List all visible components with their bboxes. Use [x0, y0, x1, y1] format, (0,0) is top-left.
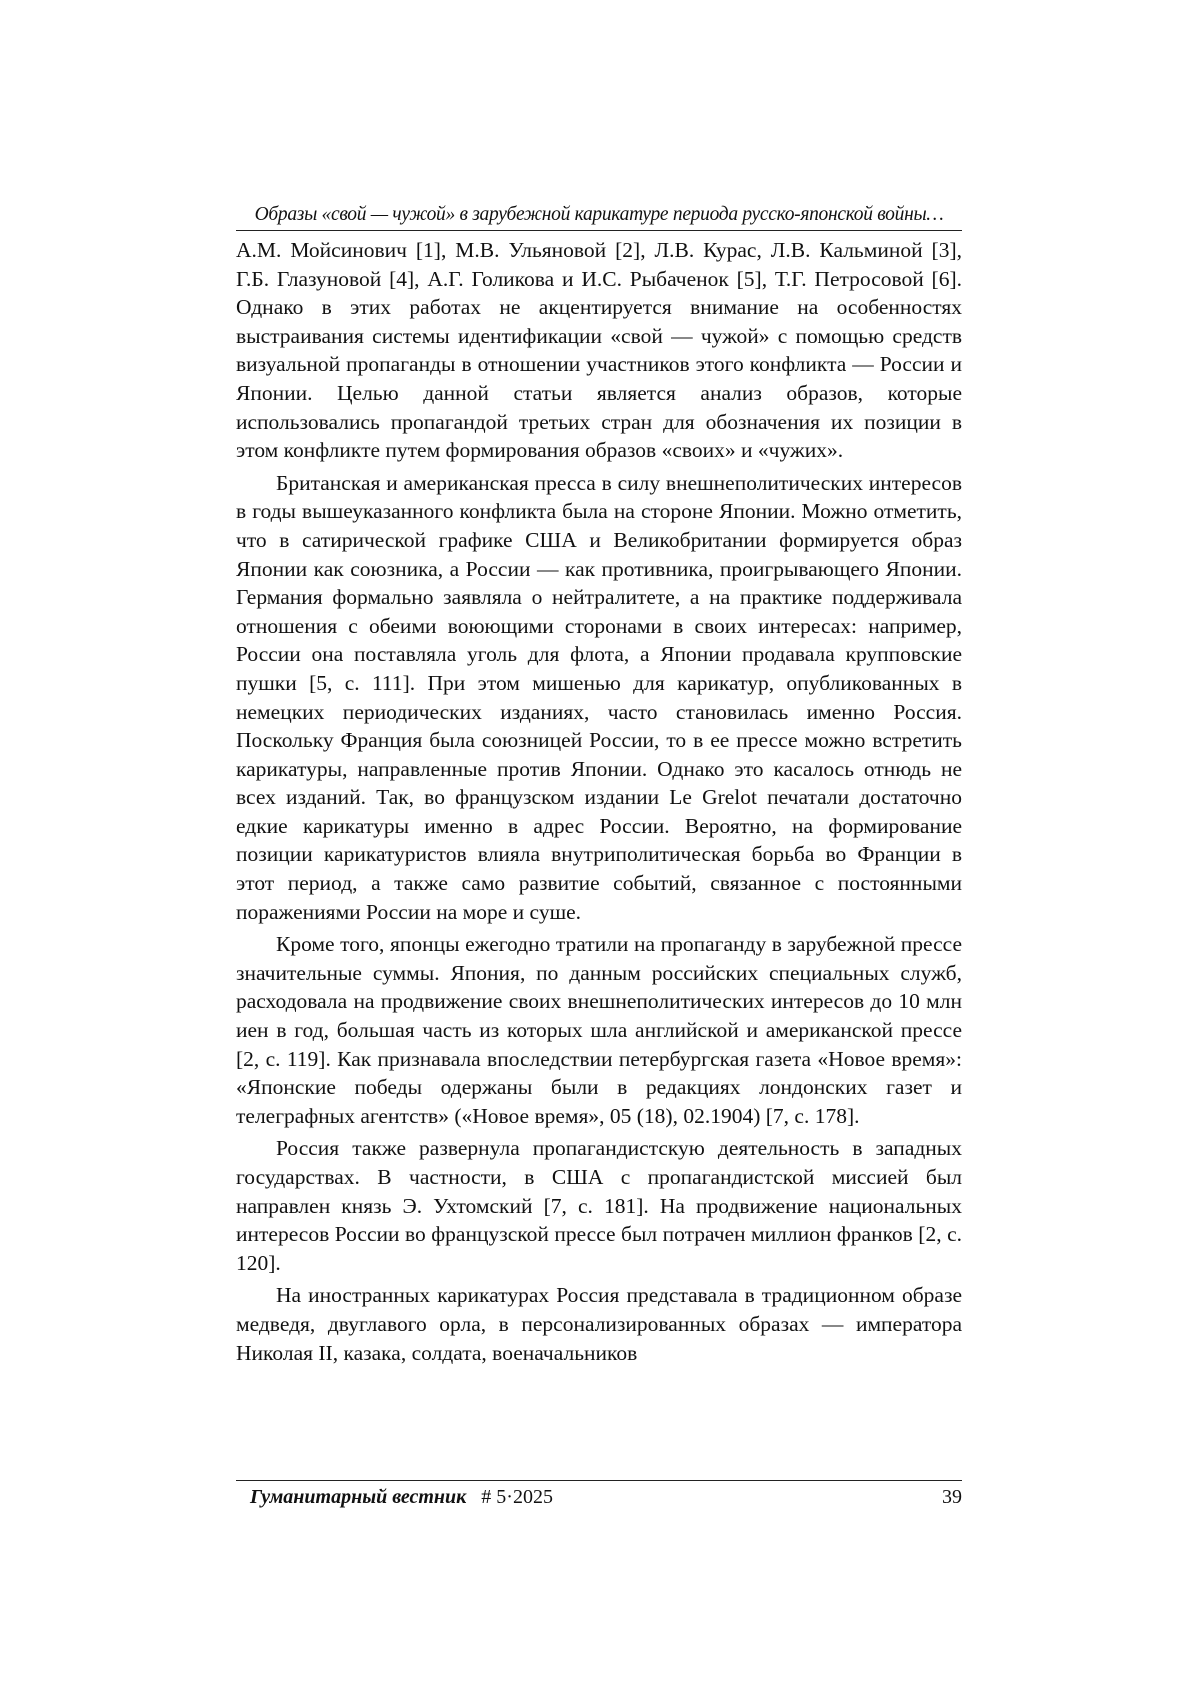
page-footer	[250, 1486, 962, 1509]
paragraph-continuation: А.М. Мойсинович [1], М.В. Ульяновой [2], Л.В. Курас, Л.В. Кальминой [3], Г.Б. Глазуновой [4], А.Г. Голикова и И.С. Рыбаченок [5], Т.Г. Петросовой [6]. Однако в этих работах не акцентируется внимание на особенностях выстраивания системы идентификации «свой — чужой» с помощью средств визуальной пропаганды в отношении участников этого конфликта — России и Японии. Целью данной статьи является анализ образов, которые использовались пропагандой третьих стран для обозначения их позиции в этом конфликте путем формирования образов «своих» и «чужих».	[236, 238, 962, 463]
journal-page	[236, 0, 962, 1698]
paragraph: Кроме того, японцы ежегодно тратили на пропаганду в зарубежной прессе значительные суммы. Япония, по данным российских специальных служб, расходовала на продвижение своих внешнеполитических интересов до 10 млн иен в год, большая часть из которых шла английской и американской прессе [2, с. 119]. Как признавала впоследствии петербургская газета «Новое время»: «Японские победы одержаны были в редакциях лондонских газет и телеграфных агентств» («Новое время», 05 (18), 02.1904) [7, с. 178].	[236, 932, 962, 1128]
journal-title: Гуманитарный вестник	[250, 1486, 467, 1508]
issue-number: # 5·2025	[481, 1486, 553, 1508]
running-header: Образы «свой — чужой» в зарубежной карикатуре периода русско-японской войны…	[254, 204, 944, 225]
page-number: 39	[942, 1486, 962, 1508]
paragraph: На иностранных карикатурах Россия представала в традиционном образе медведя, двуглавого орла, в персонализированных образах — императора Николая II, казака, солдата, военачальников	[236, 1283, 962, 1365]
header-divider	[236, 230, 962, 231]
footer-divider	[236, 1480, 962, 1481]
paragraph: Россия также развернула пропагандистскую деятельность в западных государствах. В частности, в США с пропагандистской миссией был направлен князь Э. Ухтомский [7, с. 181]. На продвижение национальных интересов России во французской прессе был потрачен миллион франков [2, с. 120].	[236, 1136, 962, 1275]
paragraph: Британская и американская пресса в силу внешнеполитических интересов в годы вышеуказанного конфликта была на стороне Японии. Можно отметить, что в сатирической графике США и Великобритании формируется образ Японии как союзника, а России — как противника, проигрывающего Японии. Германия формально заявляла о нейтралитете, а на практике поддерживала отношения с обеими воюющими сторонами в своих интересах: например, России она поставляла уголь для флота, а Японии продавала крупповские пушки [5, с. 111]. При этом мишенью для карикатур, опубликованных в немецких периодических изданиях, часто становилась именно Россия. Поскольку Франция была союзницей России, то в ее прессе можно встретить карикатуры, направленные против Японии. Однако это касалось отнюдь не всех изданий. Так, во французском издании Le Grelot печатали достаточно едкие карикатуры именно в адрес России. Вероятно, на формирование позиции карикатуристов влияла внутриполитическая борьба во Франции в этот период, а также само развитие событий, связанное с постоянными поражениями России на море и суше.	[236, 470, 962, 924]
article-body	[236, 236, 962, 1371]
